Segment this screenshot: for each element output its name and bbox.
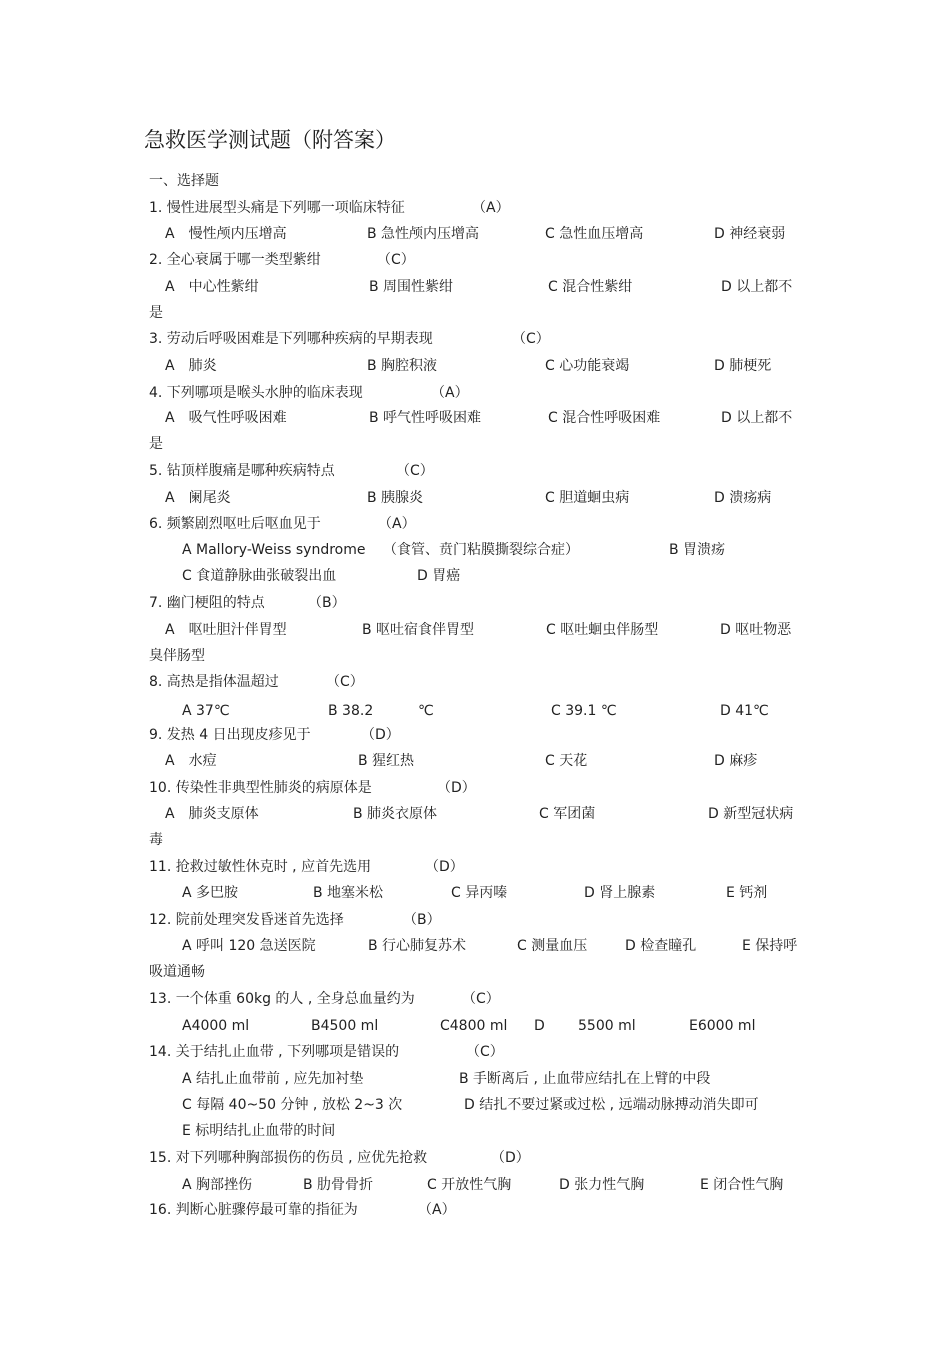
answer-option: D xyxy=(534,1018,545,1034)
answer-option: D 以上都不 xyxy=(721,410,793,426)
answer-option: B 周围性紫绀 xyxy=(369,279,454,295)
question-stem: 4. 下列哪项是喉头水肿的临床表现 xyxy=(149,385,363,401)
question-stem: 13. 一个体重 60kg 的人 , 全身总血量约为 xyxy=(149,991,415,1007)
answer-option: C 呕吐蛔虫伴肠型 xyxy=(546,622,659,638)
question-answer: （A） xyxy=(418,1202,456,1218)
question-answer: （C） xyxy=(377,252,415,268)
answer-option: A 水痘 xyxy=(165,753,217,769)
question-answer: （C） xyxy=(462,991,500,1007)
answer-option: A 结扎止血带前 , 应先加衬垫 xyxy=(182,1071,364,1087)
answer-option: D 张力性气胸 xyxy=(559,1177,645,1193)
answer-option: D 肺梗死 xyxy=(714,358,772,374)
answer-option: A4000 ml xyxy=(182,1018,250,1034)
question-answer: （C） xyxy=(396,463,434,479)
answer-option: D 结扎不要过紧或过松 , 远端动脉搏动消失即可 xyxy=(464,1097,759,1113)
answer-option: C 胆道蛔虫病 xyxy=(545,490,630,506)
answer-option: B 地塞米松 xyxy=(313,885,384,901)
answer-option: B 肋骨骨折 xyxy=(303,1177,374,1193)
answer-option: B 急性颅内压增高 xyxy=(367,226,480,242)
answer-option: D 麻疹 xyxy=(714,753,758,769)
answer-option: E 保持呼 xyxy=(742,938,798,954)
question-stem: 6. 频繁剧烈呕吐后呕血见于 xyxy=(149,516,321,532)
answer-option: C 急性血压增高 xyxy=(545,226,644,242)
answer-option: 5500 ml xyxy=(578,1018,636,1034)
section-heading: 一、选择题 xyxy=(149,173,219,189)
answer-option: A 胸部挫伤 xyxy=(182,1177,253,1193)
question-stem: 7. 幽门梗阻的特点 xyxy=(149,595,265,611)
question-answer: （A） xyxy=(431,385,469,401)
answer-option: B4500 ml xyxy=(311,1018,379,1034)
answer-option: D 检查瞳孔 xyxy=(625,938,697,954)
answer-option: B 手断离后 , 止血带应结扎在上臂的中段 xyxy=(459,1071,711,1087)
option-continuation: 是 xyxy=(149,305,163,321)
question-stem: 11. 抢救过敏性休克时 , 应首先选用 xyxy=(149,859,372,875)
question-answer: （D） xyxy=(425,859,464,875)
answer-option: C 异丙嗪 xyxy=(451,885,508,901)
answer-option: ℃ xyxy=(418,703,434,719)
answer-option: D 41℃ xyxy=(720,703,769,719)
question-stem: 9. 发热 4 日出现皮疹见于 xyxy=(149,727,311,743)
answer-option: C 每隔 40~50 分钟 , 放松 2~3 次 xyxy=(182,1097,403,1113)
answer-option: A 肺炎 xyxy=(165,358,217,374)
answer-option: C 食道静脉曲张破裂出血 xyxy=(182,568,337,584)
answer-option: C 混合性紫绀 xyxy=(548,279,633,295)
answer-option: A 37℃ xyxy=(182,703,230,719)
answer-option: E 标明结扎止血带的时间 xyxy=(182,1123,336,1139)
question-stem: 12. 院前处理突发昏迷首先选择 xyxy=(149,912,344,928)
answer-option: C 心功能衰竭 xyxy=(545,358,630,374)
answer-option: D 呕吐物恶 xyxy=(720,622,792,638)
question-stem: 16. 判断心脏骤停最可靠的指征为 xyxy=(149,1202,358,1218)
answer-option: C 测量血压 xyxy=(517,938,588,954)
question-answer: （D） xyxy=(491,1150,530,1166)
question-answer: （D） xyxy=(361,727,400,743)
answer-option: A 呕吐胆汁伴胃型 xyxy=(165,622,287,638)
option-continuation: 毒 xyxy=(149,832,163,848)
answer-option: C 39.1 ℃ xyxy=(551,703,617,719)
question-answer: （A） xyxy=(472,200,510,216)
question-stem: 15. 对下列哪种胸部损伤的伤员 , 应优先抢救 xyxy=(149,1150,428,1166)
answer-option: C 混合性呼吸困难 xyxy=(548,410,661,426)
answer-option: B 胰腺炎 xyxy=(367,490,424,506)
question-stem: 8. 高热是指体温超过 xyxy=(149,674,279,690)
answer-option: A 慢性颅内压增高 xyxy=(165,226,287,242)
answer-option: C 军团菌 xyxy=(539,806,596,822)
question-answer: （D） xyxy=(437,780,476,796)
answer-option: D 新型冠状病 xyxy=(708,806,794,822)
answer-option: B 呕吐宿食伴胃型 xyxy=(362,622,475,638)
page-title: 急救医学测试题（附答案） xyxy=(144,128,396,152)
answer-option: E 闭合性气胸 xyxy=(700,1177,784,1193)
answer-option: C 天花 xyxy=(545,753,588,769)
answer-option: B 胃溃疡 xyxy=(669,542,726,558)
question-stem: 10. 传染性非典型性肺炎的病原体是 xyxy=(149,780,372,796)
answer-option: A 中心性紫绀 xyxy=(165,279,259,295)
answer-option: B 胸腔积液 xyxy=(367,358,438,374)
option-continuation: 是 xyxy=(149,436,163,452)
answer-option: A 呼叫 120 急送医院 xyxy=(182,938,316,954)
answer-option: B 猩红热 xyxy=(358,753,415,769)
answer-option: A 吸气性呼吸困难 xyxy=(165,410,287,426)
answer-option: E6000 ml xyxy=(689,1018,756,1034)
answer-option: B 38.2 xyxy=(328,703,374,719)
question-answer: （C） xyxy=(466,1044,504,1060)
answer-option: B 肺炎衣原体 xyxy=(353,806,438,822)
answer-option: A 阑尾炎 xyxy=(165,490,231,506)
question-stem: 5. 钻顶样腹痛是哪种疾病特点 xyxy=(149,463,335,479)
answer-option: B 行心肺复苏术 xyxy=(368,938,467,954)
answer-option: E 钙剂 xyxy=(726,885,768,901)
question-stem: 3. 劳动后呼吸困难是下列哪种疾病的早期表现 xyxy=(149,331,433,347)
answer-option: C4800 ml xyxy=(440,1018,508,1034)
question-answer: （B） xyxy=(403,912,441,928)
question-stem: 14. 关于结扎止血带 , 下列哪项是错误的 xyxy=(149,1044,400,1060)
answer-option: D 以上都不 xyxy=(721,279,793,295)
answer-option: D 溃疡病 xyxy=(714,490,772,506)
answer-option: C 开放性气胸 xyxy=(427,1177,512,1193)
option-continuation: 吸道通畅 xyxy=(149,964,205,980)
answer-option: A Mallory-Weiss syndrome xyxy=(182,542,366,558)
question-answer: （A） xyxy=(378,516,416,532)
answer-option: D 神经衰弱 xyxy=(714,226,786,242)
question-answer: （B） xyxy=(308,595,346,611)
answer-option: A 肺炎支原体 xyxy=(165,806,259,822)
question-stem: 2. 全心衰属于哪一类型紫绀 xyxy=(149,252,321,268)
question-answer: （C） xyxy=(326,674,364,690)
question-answer: （C） xyxy=(512,331,550,347)
answer-option: A 多巴胺 xyxy=(182,885,239,901)
answer-option: （食管、贲门粘膜撕裂综合症） xyxy=(383,542,579,558)
question-stem: 1. 慢性进展型头痛是下列哪一项临床特征 xyxy=(149,200,405,216)
option-continuation: 臭伴肠型 xyxy=(149,648,205,664)
answer-option: B 呼气性呼吸困难 xyxy=(369,410,482,426)
answer-option: D 胃癌 xyxy=(417,568,461,584)
answer-option: D 肾上腺素 xyxy=(584,885,656,901)
